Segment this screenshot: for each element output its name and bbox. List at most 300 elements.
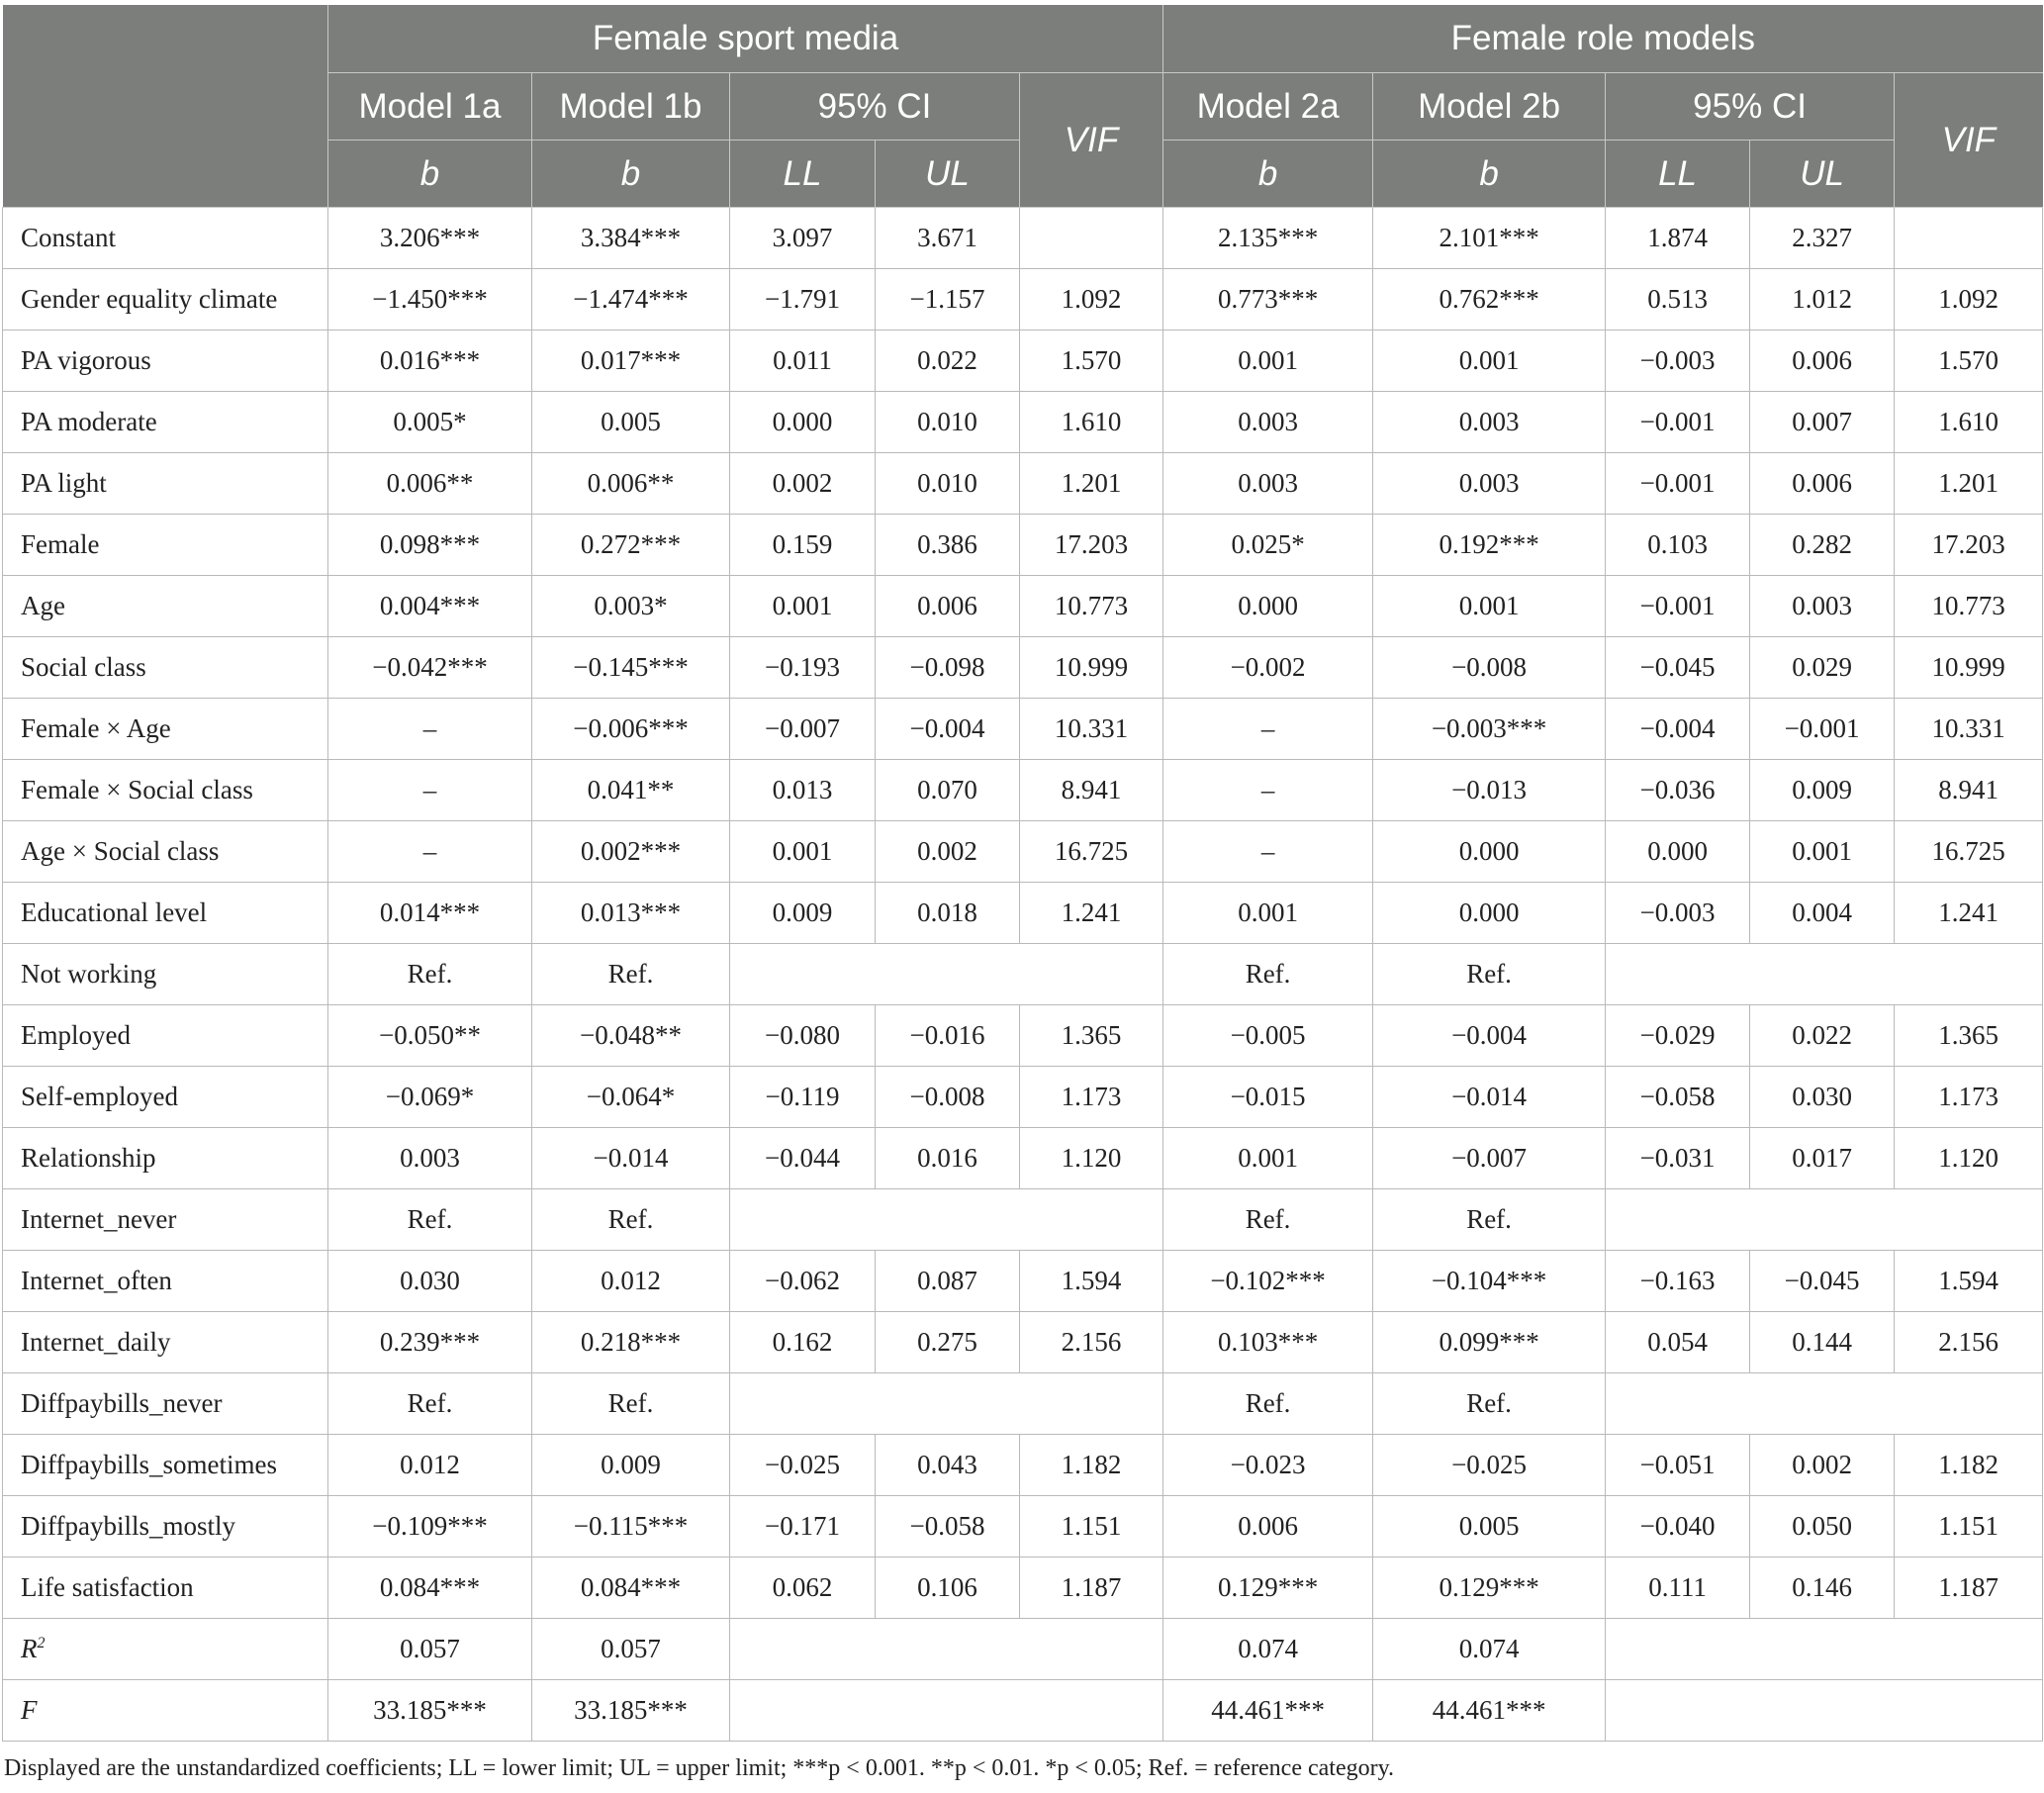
table-cell: 3.097 <box>730 208 876 269</box>
table-cell: 10.773 <box>1020 576 1163 637</box>
table-cell: −0.004 <box>1606 699 1750 760</box>
table-cell: 0.003 <box>1373 453 1606 515</box>
table-cell <box>730 944 1163 1005</box>
row-label <box>3 1189 328 1251</box>
table-cell: 0.006 <box>1750 453 1895 515</box>
subheader-b: b <box>328 141 532 208</box>
row-label-text: Age × Social class <box>21 836 220 866</box>
table-cell: Ref. <box>328 1189 532 1251</box>
row-label <box>3 637 328 699</box>
table-row <box>3 576 2043 637</box>
table-cell <box>1020 208 1163 269</box>
table-cell: Ref. <box>1163 1373 1373 1435</box>
table-cell: 17.203 <box>1020 515 1163 576</box>
table-cell <box>730 1680 1163 1742</box>
table-cell: −0.171 <box>730 1496 876 1557</box>
col-header-model-1a: Model 1a <box>328 73 532 141</box>
table-cell: 3.671 <box>876 208 1020 269</box>
table-cell: 0.043 <box>876 1435 1020 1496</box>
table-cell: −0.023 <box>1163 1435 1373 1496</box>
row-label-text: Self-employed <box>21 1082 178 1111</box>
table-cell: −0.119 <box>730 1067 876 1128</box>
table-cell: 0.041** <box>532 760 730 821</box>
table-cell: 0.002 <box>876 821 1020 883</box>
row-label <box>3 1312 328 1373</box>
table-cell: 0.009 <box>532 1435 730 1496</box>
table-cell: −0.005 <box>1163 1005 1373 1067</box>
table-cell: −0.045 <box>1606 637 1750 699</box>
table-cell: 44.461*** <box>1373 1680 1606 1742</box>
table-cell: 0.001 <box>730 576 876 637</box>
col-header-vif-1: VIF <box>1020 73 1163 208</box>
table-cell: 0.001 <box>1163 330 1373 392</box>
table-row <box>3 392 2043 453</box>
table-cell: −0.007 <box>730 699 876 760</box>
table-cell: −0.003 <box>1606 883 1750 944</box>
group-header-sport-media: Female sport media <box>328 5 1163 73</box>
table-row <box>3 1128 2043 1189</box>
table-cell: 0.057 <box>532 1619 730 1680</box>
row-label <box>3 330 328 392</box>
table-cell: 0.239*** <box>328 1312 532 1373</box>
table-cell: 10.331 <box>1895 699 2043 760</box>
table-cell: −0.001 <box>1750 699 1895 760</box>
table-cell: 0.000 <box>1163 576 1373 637</box>
table-cell: −0.015 <box>1163 1067 1373 1128</box>
table-row <box>3 637 2043 699</box>
table-cell: 0.762*** <box>1373 269 1606 330</box>
table-cell: 0.001 <box>1373 576 1606 637</box>
table-cell: Ref. <box>1163 944 1373 1005</box>
table-cell: 0.006 <box>1750 330 1895 392</box>
table-cell: 1.012 <box>1750 269 1895 330</box>
table-cell: 0.002 <box>730 453 876 515</box>
table-cell: 17.203 <box>1895 515 2043 576</box>
group-header-role-models: Female role models <box>1163 5 2043 73</box>
table-cell: −0.001 <box>1606 392 1750 453</box>
row-label <box>3 1680 328 1742</box>
table-cell: −0.098 <box>876 637 1020 699</box>
row-label <box>3 208 328 269</box>
table-cell: 0.386 <box>876 515 1020 576</box>
table-cell: 0.192*** <box>1373 515 1606 576</box>
row-label <box>3 1251 328 1312</box>
table-cell: −0.163 <box>1606 1251 1750 1312</box>
table-cell: −0.007 <box>1373 1128 1606 1189</box>
row-label-superscript: 2 <box>37 1635 46 1651</box>
row-label <box>3 269 328 330</box>
table-cell: −0.001 <box>1606 453 1750 515</box>
table-cell: −0.003*** <box>1373 699 1606 760</box>
table-cell: – <box>328 699 532 760</box>
table-cell: 0.084*** <box>532 1557 730 1619</box>
table-cell: 0.106 <box>876 1557 1020 1619</box>
table-cell: −1.450*** <box>328 269 532 330</box>
table-cell: 10.331 <box>1020 699 1163 760</box>
row-label <box>3 1435 328 1496</box>
row-label-text: Internet_daily <box>21 1327 171 1357</box>
row-label-text: Internet_never <box>21 1204 177 1234</box>
table-cell: 0.002*** <box>532 821 730 883</box>
table-cell <box>730 1189 1163 1251</box>
subheader-b: b <box>1373 141 1606 208</box>
table-cell: 0.016*** <box>328 330 532 392</box>
table-cell: −0.104*** <box>1373 1251 1606 1312</box>
table-cell: 1.594 <box>1020 1251 1163 1312</box>
table-cell: 0.050 <box>1750 1496 1895 1557</box>
corner-cell <box>3 5 328 208</box>
table-cell: −0.025 <box>730 1435 876 1496</box>
table-row <box>3 1373 2043 1435</box>
table-cell: 0.011 <box>730 330 876 392</box>
table-row <box>3 760 2043 821</box>
table-cell: 0.002 <box>1750 1435 1895 1496</box>
table-cell: 0.054 <box>1606 1312 1750 1373</box>
table-cell: 0.001 <box>1163 883 1373 944</box>
table-row <box>3 1435 2043 1496</box>
table-cell: 1.241 <box>1895 883 2043 944</box>
table-cell: 0.773*** <box>1163 269 1373 330</box>
table-cell: 1.173 <box>1895 1067 2043 1128</box>
table-cell: 10.773 <box>1895 576 2043 637</box>
table-row <box>3 1680 2043 1742</box>
table-cell: −0.109*** <box>328 1496 532 1557</box>
row-label <box>3 515 328 576</box>
table-cell: −0.069* <box>328 1067 532 1128</box>
table-cell: 1.201 <box>1020 453 1163 515</box>
table-cell: 0.129*** <box>1373 1557 1606 1619</box>
table-row <box>3 515 2043 576</box>
table-cell: 0.007 <box>1750 392 1895 453</box>
table-cell: 0.000 <box>730 392 876 453</box>
table-cell: 0.030 <box>328 1251 532 1312</box>
table-cell: 0.218*** <box>532 1312 730 1373</box>
table-cell: 0.272*** <box>532 515 730 576</box>
table-cell: −1.474*** <box>532 269 730 330</box>
table-cell: 0.006 <box>876 576 1020 637</box>
table-cell: 0.030 <box>1750 1067 1895 1128</box>
table-cell: 1.120 <box>1895 1128 2043 1189</box>
table-cell: −0.115*** <box>532 1496 730 1557</box>
table-row <box>3 1067 2043 1128</box>
table-cell <box>730 1373 1163 1435</box>
table-cell: −0.006*** <box>532 699 730 760</box>
regression-table <box>2 5 2043 1742</box>
table-cell: 2.135*** <box>1163 208 1373 269</box>
table-cell: 0.084*** <box>328 1557 532 1619</box>
table-cell: 0.099*** <box>1373 1312 1606 1373</box>
table-row <box>3 269 2043 330</box>
table-footnote: Displayed are the unstandardized coefficients; LL = lower limit; UL = upper limit; ***p < 0.001. **p < 0.01. *p < 0.05; Ref. = reference category. <box>4 1755 1395 1781</box>
table-cell: 0.013 <box>730 760 876 821</box>
table-row <box>3 821 2043 883</box>
table-cell: 33.185*** <box>532 1680 730 1742</box>
table-cell: 0.000 <box>1606 821 1750 883</box>
table-cell: −0.040 <box>1606 1496 1750 1557</box>
table-cell: 3.384*** <box>532 208 730 269</box>
table-cell: 0.014*** <box>328 883 532 944</box>
table-cell: 1.092 <box>1895 269 2043 330</box>
table-cell: 1.365 <box>1020 1005 1163 1067</box>
table-cell: 0.159 <box>730 515 876 576</box>
table-cell: 0.006** <box>532 453 730 515</box>
table-cell: – <box>1163 699 1373 760</box>
table-row <box>3 699 2043 760</box>
table-cell: Ref. <box>1373 1189 1606 1251</box>
table-cell: −0.004 <box>876 699 1020 760</box>
table-cell: 0.087 <box>876 1251 1020 1312</box>
row-label <box>3 453 328 515</box>
table-cell: 1.610 <box>1895 392 2043 453</box>
row-label <box>3 1557 328 1619</box>
table-cell: 0.000 <box>1373 883 1606 944</box>
table-cell: 0.074 <box>1163 1619 1373 1680</box>
table-cell: 0.144 <box>1750 1312 1895 1373</box>
table-cell: 1.151 <box>1020 1496 1163 1557</box>
table-cell <box>1606 1189 2043 1251</box>
table-cell: −0.102*** <box>1163 1251 1373 1312</box>
table-cell: 33.185*** <box>328 1680 532 1742</box>
table-cell: −0.004 <box>1373 1005 1606 1067</box>
table-cell <box>1606 944 2043 1005</box>
row-label-text: PA moderate <box>21 407 157 436</box>
table-cell: −0.058 <box>1606 1067 1750 1128</box>
table-cell: 0.103 <box>1606 515 1750 576</box>
row-label-text: Gender equality climate <box>21 284 278 314</box>
table-cell: −0.062 <box>730 1251 876 1312</box>
table-cell <box>1606 1680 2043 1742</box>
table-cell: 16.725 <box>1895 821 2043 883</box>
table-row <box>3 330 2043 392</box>
table-cell: 0.009 <box>730 883 876 944</box>
table-cell: −0.008 <box>876 1067 1020 1128</box>
table-cell: 8.941 <box>1895 760 2043 821</box>
table-cell: 0.017*** <box>532 330 730 392</box>
table-cell: −0.029 <box>1606 1005 1750 1067</box>
table-cell: −0.016 <box>876 1005 1020 1067</box>
table-row <box>3 208 2043 269</box>
table-row <box>3 453 2043 515</box>
table-cell: 1.182 <box>1895 1435 2043 1496</box>
row-label-text: Internet_often <box>21 1266 172 1295</box>
table-cell: 0.003 <box>1163 453 1373 515</box>
row-label <box>3 392 328 453</box>
table-cell: 0.004*** <box>328 576 532 637</box>
regression-table-figure <box>2 5 2042 1782</box>
table-cell: 0.103*** <box>1163 1312 1373 1373</box>
col-header-ci-2: 95% CI <box>1606 73 1895 141</box>
table-cell: −0.193 <box>730 637 876 699</box>
table-cell: 0.275 <box>876 1312 1020 1373</box>
table-cell <box>730 1619 1163 1680</box>
table-cell: Ref. <box>532 1373 730 1435</box>
table-cell: 0.003 <box>1373 392 1606 453</box>
table-cell: −0.014 <box>1373 1067 1606 1128</box>
table-cell: 1.173 <box>1020 1067 1163 1128</box>
col-header-ci-1: 95% CI <box>730 73 1020 141</box>
table-cell: 0.009 <box>1750 760 1895 821</box>
table-cell: −0.042*** <box>328 637 532 699</box>
table-cell: 1.570 <box>1895 330 2043 392</box>
table-cell: Ref. <box>532 1189 730 1251</box>
row-label-text: Female <box>21 529 100 559</box>
table-cell: Ref. <box>1163 1189 1373 1251</box>
table-cell: −0.031 <box>1606 1128 1750 1189</box>
table-cell: 0.162 <box>730 1312 876 1373</box>
table-cell: 3.206*** <box>328 208 532 269</box>
row-label-text: PA light <box>21 468 107 498</box>
subheader-b: b <box>532 141 730 208</box>
table-cell: −0.058 <box>876 1496 1020 1557</box>
row-label-text: F <box>21 1695 38 1725</box>
subheader-ll: LL <box>730 141 876 208</box>
table-cell: 0.146 <box>1750 1557 1895 1619</box>
table-cell: 0.001 <box>1750 821 1895 883</box>
table-cell: −1.791 <box>730 269 876 330</box>
table-cell: 0.017 <box>1750 1128 1895 1189</box>
table-cell: Ref. <box>532 944 730 1005</box>
table-cell: 2.156 <box>1895 1312 2043 1373</box>
table-cell: – <box>1163 821 1373 883</box>
row-label <box>3 1128 328 1189</box>
table-cell: 0.006 <box>1163 1496 1373 1557</box>
table-cell: −0.002 <box>1163 637 1373 699</box>
row-label <box>3 1619 328 1680</box>
table-cell: 0.006** <box>328 453 532 515</box>
table-cell: −0.045 <box>1750 1251 1895 1312</box>
table-cell: 0.003 <box>1750 576 1895 637</box>
table-cell: 10.999 <box>1020 637 1163 699</box>
table-cell: 0.018 <box>876 883 1020 944</box>
table-cell: 1.365 <box>1895 1005 2043 1067</box>
table-cell: −0.050** <box>328 1005 532 1067</box>
table-row <box>3 1005 2043 1067</box>
table-cell: −0.064* <box>532 1067 730 1128</box>
table-cell: Ref. <box>1373 944 1606 1005</box>
table-cell: 0.016 <box>876 1128 1020 1189</box>
table-cell: 0.003 <box>328 1128 532 1189</box>
table-cell: 0.513 <box>1606 269 1750 330</box>
table-cell: 0.003 <box>1163 392 1373 453</box>
table-header <box>3 5 2043 208</box>
table-cell: 0.111 <box>1606 1557 1750 1619</box>
subheader-ul: UL <box>876 141 1020 208</box>
table-cell: −0.003 <box>1606 330 1750 392</box>
table-cell: 2.101*** <box>1373 208 1606 269</box>
table-cell: 0.005 <box>532 392 730 453</box>
col-header-model-1b: Model 1b <box>532 73 730 141</box>
table-row <box>3 1312 2043 1373</box>
table-cell: 1.182 <box>1020 1435 1163 1496</box>
table-cell: 0.013*** <box>532 883 730 944</box>
table-cell: 0.001 <box>1163 1128 1373 1189</box>
row-label-text: Employed <box>21 1020 131 1050</box>
table-cell: −0.013 <box>1373 760 1606 821</box>
row-label <box>3 760 328 821</box>
table-row <box>3 1251 2043 1312</box>
row-label-text: Relationship <box>21 1143 156 1173</box>
table-cell: 1.201 <box>1895 453 2043 515</box>
table-cell: Ref. <box>328 944 532 1005</box>
table-cell: 0.025* <box>1163 515 1373 576</box>
col-header-model-2b: Model 2b <box>1373 73 1606 141</box>
table-cell: 0.070 <box>876 760 1020 821</box>
table-cell: 0.012 <box>532 1251 730 1312</box>
col-header-model-2a: Model 2a <box>1163 73 1373 141</box>
table-cell: 2.156 <box>1020 1312 1163 1373</box>
table-cell: 8.941 <box>1020 760 1163 821</box>
table-cell: 1.570 <box>1020 330 1163 392</box>
table-cell <box>1895 208 2043 269</box>
table-cell: 0.004 <box>1750 883 1895 944</box>
table-cell <box>1606 1619 2043 1680</box>
table-cell: 0.022 <box>1750 1005 1895 1067</box>
row-label <box>3 699 328 760</box>
table-cell: 0.129*** <box>1163 1557 1373 1619</box>
table-cell: −0.001 <box>1606 576 1750 637</box>
row-label-text: Diffpaybills_mostly <box>21 1511 236 1541</box>
row-label-text: Female × Social class <box>21 775 253 804</box>
table-cell <box>1606 1373 2043 1435</box>
table-row <box>3 1496 2043 1557</box>
table-cell: 0.074 <box>1373 1619 1606 1680</box>
table-cell: 1.241 <box>1020 883 1163 944</box>
row-label-text: R <box>21 1634 38 1663</box>
table-cell: −0.048** <box>532 1005 730 1067</box>
table-cell: 1.610 <box>1020 392 1163 453</box>
row-label-text: Age <box>21 591 65 620</box>
table-cell: 0.029 <box>1750 637 1895 699</box>
table-cell: – <box>328 760 532 821</box>
table-cell: 0.098*** <box>328 515 532 576</box>
row-label-text: Educational level <box>21 897 208 927</box>
table-cell: Ref. <box>328 1373 532 1435</box>
table-cell: −0.051 <box>1606 1435 1750 1496</box>
row-label <box>3 1373 328 1435</box>
table-cell: −0.008 <box>1373 637 1606 699</box>
table-cell: 0.057 <box>328 1619 532 1680</box>
table-row <box>3 944 2043 1005</box>
table-cell: 16.725 <box>1020 821 1163 883</box>
table-cell: −0.014 <box>532 1128 730 1189</box>
table-cell: 1.187 <box>1895 1557 2043 1619</box>
subheader-b: b <box>1163 141 1373 208</box>
row-label-text: Social class <box>21 652 146 682</box>
table-cell: −1.157 <box>876 269 1020 330</box>
table-cell: 0.005 <box>1373 1496 1606 1557</box>
row-label-text: Diffpaybills_never <box>21 1388 223 1418</box>
table-cell: −0.145*** <box>532 637 730 699</box>
table-body <box>3 208 2043 1742</box>
row-label <box>3 883 328 944</box>
table-cell: 2.327 <box>1750 208 1895 269</box>
subheader-ll: LL <box>1606 141 1750 208</box>
row-label-text: Diffpaybills_sometimes <box>21 1450 277 1479</box>
row-label-text: Life satisfaction <box>21 1572 194 1602</box>
table-cell: −0.044 <box>730 1128 876 1189</box>
row-label-text: Constant <box>21 223 117 252</box>
table-cell: 1.594 <box>1895 1251 2043 1312</box>
row-label <box>3 821 328 883</box>
table-cell: 44.461*** <box>1163 1680 1373 1742</box>
table-cell: 0.001 <box>730 821 876 883</box>
row-label <box>3 1005 328 1067</box>
table-cell: 1.120 <box>1020 1128 1163 1189</box>
table-cell: – <box>328 821 532 883</box>
table-cell: −0.025 <box>1373 1435 1606 1496</box>
table-row <box>3 1557 2043 1619</box>
table-cell: 0.012 <box>328 1435 532 1496</box>
